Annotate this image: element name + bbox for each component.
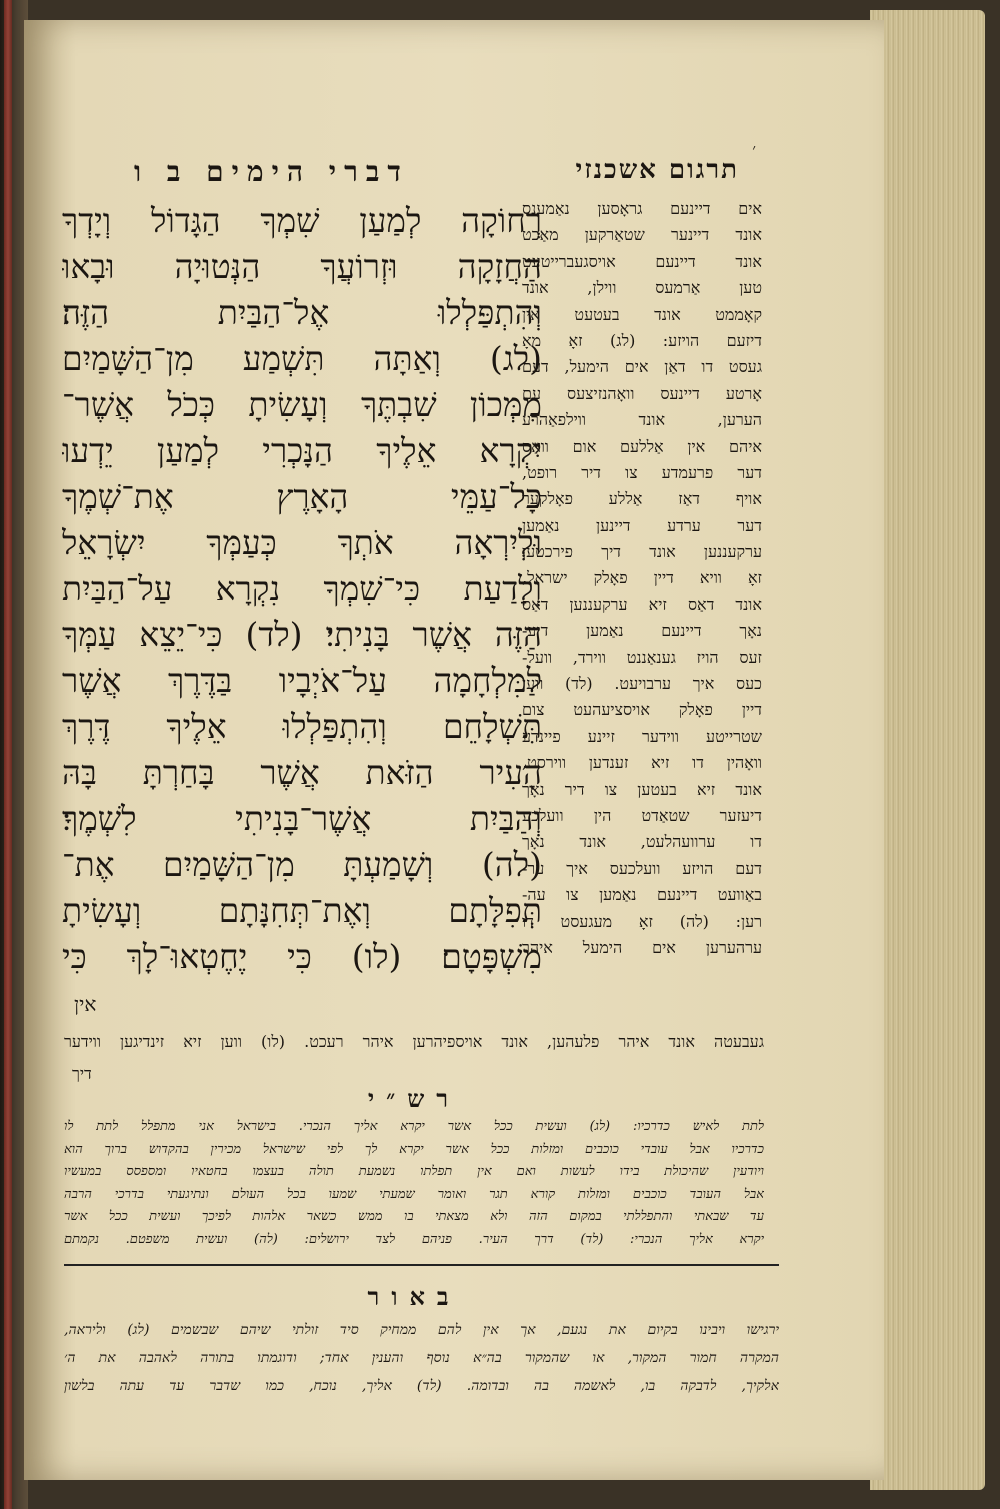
translation-line: אויף דאַז אַללע פאָלקער xyxy=(522,489,762,509)
translation-line: דער פרעמדע צו דיר רופט, xyxy=(522,462,762,482)
translation-line: דעם הויזע וועלכעס איך ער- xyxy=(522,858,762,878)
binding-ribbon xyxy=(4,0,12,1509)
translation-line: דער ערדע דיינען נאַמען xyxy=(522,515,762,535)
verse-line: תְּפִלָּתָם וְאֶת־תְּחִנָּתָם וְעָשִׂיתָ xyxy=(62,891,542,930)
translation-line: טען אַרמעס ווילן, אונד xyxy=(522,278,762,298)
main-catchword: אין xyxy=(74,992,97,1016)
book-page xyxy=(24,20,884,1480)
translation-line: ערקעננען אונד דיך פירכטען xyxy=(522,542,762,562)
translation-catchword: דיך xyxy=(72,1064,92,1083)
verse-line: כָל־עַמֵּי הָאָרֶץ אֶת־שְׁמֶךָ xyxy=(62,477,542,516)
translation-line: הערען, אונד ווילפאַהרע xyxy=(522,410,762,430)
main-text-column xyxy=(62,198,542,980)
rashi-line: ויודעין שהיכולת בידו לעשות ואם אין תפלתו נשמעת תולה בעצמו בחטאיו ומספסס במעשיו xyxy=(64,1164,764,1179)
page-edges xyxy=(870,10,985,1490)
translation-line: באַוועט דיינעם נאַמען צו עה- xyxy=(522,885,762,905)
verse-line: הָעִיר הַזֹּאת אֲשֶׁר בָּחַרְתָּ בָּהּ xyxy=(62,753,542,792)
verse-line: יִקְרָא אֵלֶיךָ הַנָּכְרִי לְמַעַן יֵדְעוּ xyxy=(62,431,542,470)
rashi-line: כדרכיו אבל עובדי כוכבים ומזלות ככל אשר יקרא לך לפי שישראל מכירין בהקדוש ברוך הוא xyxy=(64,1141,764,1157)
translation-continuation: געבעטה אונד איהר פלעהען, אונד אויספיהרען איהר רעכט. (לו) ווען זיא זינדיגען ווידער xyxy=(64,1032,764,1051)
translation-line: נאָך דיינעם נאַמען דיע- xyxy=(522,621,762,641)
section-divider xyxy=(64,1264,779,1266)
rashi-line: עד שבאתי והתפללתי במקום הזה ולא מצאתי בו ממש כשאר אלהות לפיכך ועשית ככל אשר xyxy=(64,1209,764,1224)
translation-line: קאָממט אונד בעטעט אין xyxy=(522,304,762,324)
translation-line: געסט דו דאַן אים הימעל, דעם xyxy=(522,357,762,377)
translation-line: אונד דאַס זיא ערקעננען דאַס xyxy=(522,594,762,614)
translation-line: זעס הויז גענאַננט ווירד, וועל- xyxy=(522,647,762,667)
rashi-commentary xyxy=(64,1116,764,1251)
verse-line: וְהַבַּיִת אֲשֶׁר־בָּנִיתִי לִשְׁמֶךָ׃ xyxy=(62,799,542,838)
translation-line: זאָ וויא דיין פאָלק ישראל, xyxy=(522,568,762,588)
verse-line: מִמְּכוֹן שִׁבְתֶּךָ וְעָשִׂיתָ כְּכֹל אֲשֶׁר־ xyxy=(62,385,542,424)
verse-line: מִשְׁפָּטָם׃ (לו) כִּי יֶחֶטְאוּ־לָךְ כִּי xyxy=(62,937,542,976)
translation-line: אים דיינעם גראָסען נאַמענס xyxy=(522,199,762,218)
translation-line: אונד דיינער שטאַרקען מאַכט xyxy=(522,225,762,245)
verse-line: לַמִּלְחָמָה עַל־אֹיְבָיו בַּדֶּרֶךְ אֲשֶׁר xyxy=(62,661,542,700)
verse-line: (לג) וְאַתָּה תִּשְׁמַע מִן־הַשָּׁמַיִם xyxy=(62,339,542,378)
translation-line: אָרטע דיינעס וואָהנזיצעס עם xyxy=(522,383,762,403)
translation-line: איהם אין אַללעם אום וואַס xyxy=(522,436,762,456)
biur-line: אלקיך, לדבקה בו, לאשמה בה ובדומה. (לד) אליך, נוכח, כמו שדבר עד עתה בלשון xyxy=(64,1378,779,1394)
translation-line: וואָהין דו זיא זענדען ווירסט, xyxy=(522,753,762,773)
rashi-line: יקרא אליך הנכרי: (לד) דרך העיר. פניהם לצד ירושלים: (לה) ועשית משפטם. נקמתם xyxy=(64,1231,764,1247)
rashi-line: לתת לאיש כדרכיו: (לג) ועשית ככל אשר יקרא אליך הנכרי. בישראל אני מתפלל לתת לו xyxy=(64,1119,764,1134)
translation-line: דיין פאָלק אויסציעהעט צום xyxy=(522,700,762,720)
translation-line: דיעזער שטאַדט הין וועלכע xyxy=(522,805,762,825)
verse-line: תִּשְׁלָחֵם וְהִתְפַּלְלוּ אֵלֶיךָ דֶּרֶךְ xyxy=(62,707,542,746)
biur-line: ירגישו ויבינו בקיום את נגעם, אך אין להם ממחיק סיד זולתי שיהם שבשמים (לג) וליראה, xyxy=(64,1322,779,1338)
translation-line: דו ערוועהלעט, אונד נאָך xyxy=(522,832,762,852)
translation-line: כעס איך ערבויעט. (לד) ווען xyxy=(522,674,762,694)
translation-line: שטרייטע ווידער זיינע פיינדע xyxy=(522,726,762,746)
translation-line: אונד דיינעם אויסגעברייטעט xyxy=(522,251,762,271)
biur-title: באור xyxy=(367,1282,461,1311)
translation-line: דיזעם הויזע: (לג) זאָ מאָ xyxy=(522,330,762,350)
biur-commentary xyxy=(64,1316,779,1400)
verse-line: וְלָדַעַת כִּי־שִׁמְךָ נִקְרָא עַל־הַבַּיִת xyxy=(62,569,542,608)
running-header-right: תרגום אשכנזי xyxy=(575,155,739,185)
verse-line: וְהִתְפַּלְלוּ אֶל־הַבַּיִת הַזֶּה׃ xyxy=(62,293,542,332)
translation-line: ערהערען אים הימעל איהר xyxy=(522,937,762,957)
translation-column xyxy=(522,196,762,961)
translation-line: רען: (לה) זאָ מעגעסט דו xyxy=(522,911,762,931)
biur-line: המקרה חמור המקור, או שהמקור בה״א נוסף והענין אחד; ודוגמתו בתורה לאהבה את ה׳ xyxy=(64,1350,779,1366)
verse-line: הַחֲזָקָה וּזְרוֹעֲךָ הַנְּטוּיָה וּבָאוּ xyxy=(62,247,542,286)
rashi-title: רש״י xyxy=(367,1084,461,1113)
rashi-line: אבל העובד כוכבים ומזלות קורא תגר ואומר שמעתי שמעו בכל העולם ונתיגעתי בדרכי הרבה xyxy=(64,1186,764,1202)
header-mark: ׳ xyxy=(752,140,756,159)
verse-line: רְחוֹקָה לְמַעַן שִׁמְךָ הַגָּדוֹל וְיָדְךָ xyxy=(62,201,542,240)
verse-line: וּלְיִרְאָה אֹתְךָ כְּעַמְּךָ יִשְׂרָאֵל xyxy=(62,523,542,562)
verse-line: (לה) וְשָׁמַעְתָּ מִן־הַשָּׁמַיִם אֶת־ xyxy=(62,845,542,884)
running-header-left: דברי הימים ב ו xyxy=(134,155,409,188)
translation-line: אונד זיא בעטען צו דיר נאָך xyxy=(522,779,762,799)
verse-line: הַזֶּה אֲשֶׁר בָּנִיתִי׃ (לד) כִּי־יֵצֵא עַמְּךָ xyxy=(62,615,542,654)
